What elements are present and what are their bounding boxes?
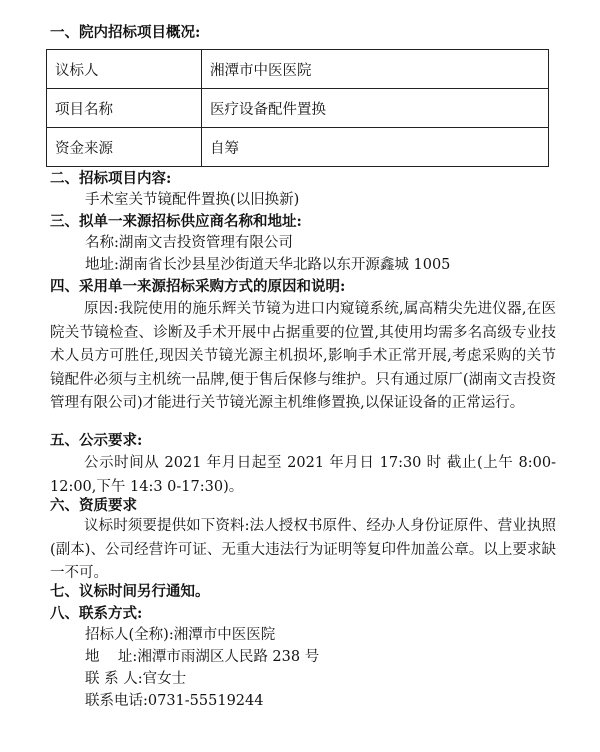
contact-phone: 联系电话:0731-55519244 [85, 693, 264, 709]
table-row [47, 128, 549, 167]
section5-heading: 五、公示要求: [50, 432, 143, 449]
table-cell-value: 医疗设备配件置换 [202, 89, 549, 128]
section3-heading: 三、拟单一来源招标供应商名称和地址: [50, 213, 302, 230]
section4-body: 原因:我院使用的施乐辉关节镜为进口内窥镜系统,属高精尖先进仪器,在医院关节镜检查、诊断及手术开展中占据重要的位置,其使用均需多名高级专业技术人员方可胜任,现因关节镜光源主机损坏,影响手术正常开展,考虑采购的关节镜配件必须与主机统一品牌,便于售后保修与维护。只有通过原厂(湖南文吉投资管理有限公司)才能进行关节镜光源主机维修置换,以保证设备的正常运行。 [50, 301, 556, 411]
section1-heading: 一、院内招标项目概况: [50, 24, 201, 41]
section2-heading: 二、招标项目内容: [50, 170, 172, 187]
section2-content: 手术室关节镜配件置换(以旧换新) [85, 192, 300, 208]
tenderer-address: 地 址:湘潭市雨湖区人民路 238 号 [85, 649, 320, 665]
supplier-name: 名称:湖南文吉投资管理有限公司 [85, 235, 293, 251]
supplier-address: 地址:湖南省长沙县星沙街道天华北路以东开源鑫城 1005 [85, 257, 451, 273]
tenderer-name: 招标人(全称):湘潭市中医医院 [85, 627, 276, 643]
contact-person: 联 系 人:官女士 [85, 671, 187, 687]
table-row [47, 50, 549, 89]
section5-body: 公示时间从 2021 年月日起至 2021 年月日 17:30 时 截止(上午 8:00-12:00,下午 14:3 0-17:30)。 [50, 455, 556, 495]
section6-heading: 六、资质要求 [50, 497, 137, 514]
table-cell-value: 自筹 [202, 128, 549, 167]
section7-heading: 七、议标时间另行通知。 [50, 583, 210, 600]
table-cell-label: 资金来源 [47, 128, 202, 167]
table-cell-label: 项目名称 [47, 89, 202, 128]
table-cell-label: 议标人 [47, 50, 202, 89]
section8-heading: 八、联系方式: [50, 605, 143, 622]
table-cell-value: 湘潭市中医医院 [202, 50, 549, 89]
section6-body: 议标时须要提供如下资料:法人授权书原件、经办人身份证原件、营业执照(副本)、公司经营许可证、无重大违法行为证明等复印件加盖公章。以上要求缺一不可。 [50, 518, 556, 581]
project-info-table [46, 49, 549, 167]
section4-heading: 四、采用单一来源招标采购方式的原因和说明: [50, 278, 346, 295]
table-row [47, 89, 549, 128]
